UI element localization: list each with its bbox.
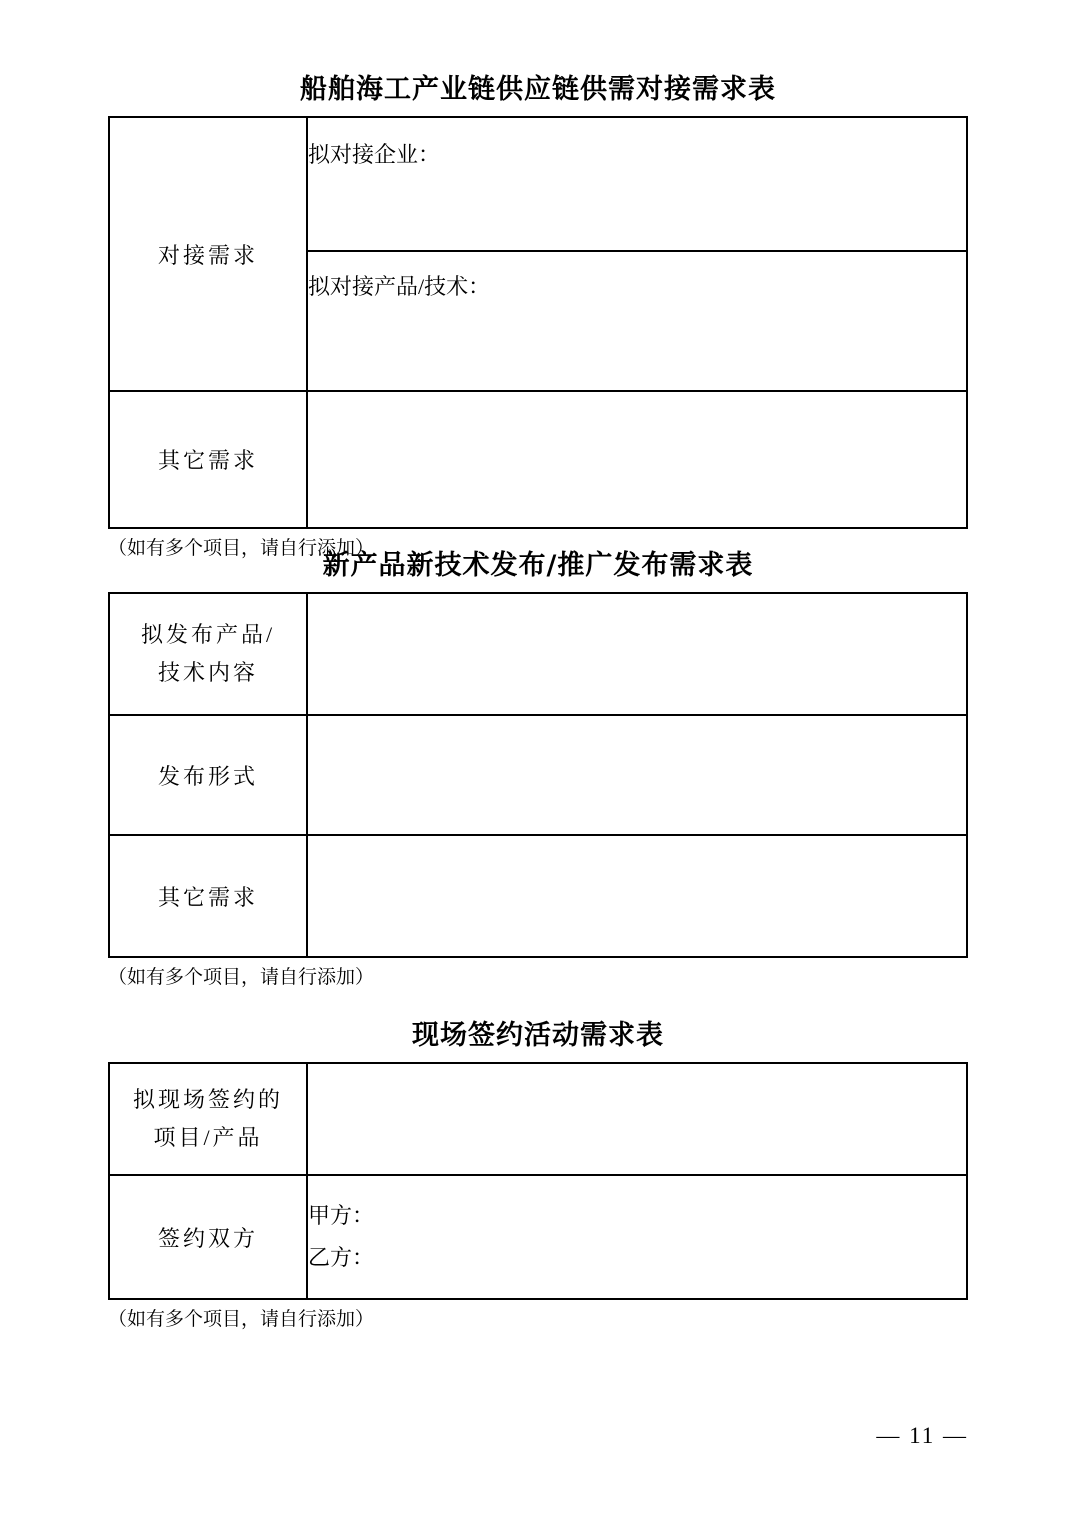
form-table [108, 592, 968, 958]
table-row [109, 1175, 967, 1237]
label-line: 项目/产品 [153, 1125, 263, 1151]
row-label-release-content [109, 593, 307, 715]
field-party-a[interactable] [307, 1175, 967, 1237]
section-onsite-signing [108, 1020, 968, 1331]
page-number: — 11 — [876, 1423, 968, 1448]
field-label-text: 甲方： [308, 1202, 375, 1228]
section-title: 新产品新技术发布/推广发布需求表 [322, 550, 754, 581]
field-label-text: 拟对接企业： [308, 142, 441, 168]
section-title: 船舶海工产业链供应链供需对接需求表 [300, 74, 776, 105]
label-line: 拟现场签约的 [132, 1086, 283, 1112]
table-row [109, 117, 967, 251]
field-label-text: 乙方： [308, 1245, 375, 1271]
label-line: 技术内容 [157, 660, 258, 686]
field-signing-project[interactable] [307, 1063, 967, 1175]
label-line: 拟发布产品/ [140, 621, 276, 647]
field-target-product-tech[interactable] [307, 251, 967, 391]
row-label-other-requirement: 其它需求 [109, 835, 307, 957]
form-table [108, 1062, 968, 1300]
field-party-b[interactable] [307, 1237, 967, 1299]
section-note: （如有多个项目，请自行添加） [108, 1309, 375, 1331]
field-other-requirement[interactable] [307, 391, 967, 528]
field-other-requirement[interactable] [307, 835, 967, 957]
table-row [109, 1063, 967, 1175]
row-label-other-requirement: 其它需求 [109, 391, 307, 528]
section-note: （如有多个项目，请自行添加） [108, 967, 375, 989]
table-row [109, 391, 967, 528]
row-label-release-form: 发布形式 [109, 715, 307, 835]
field-release-form[interactable] [307, 715, 967, 835]
row-label-docking-requirement: 对接需求 [109, 117, 307, 391]
field-label-text: 拟对接产品/技术： [308, 274, 491, 300]
table-row [109, 835, 967, 957]
field-release-content[interactable] [307, 593, 967, 715]
table-row [109, 593, 967, 715]
section-note: （如有多个项目，请自行添加） [108, 538, 375, 560]
section-supply-chain-matching [108, 74, 968, 560]
row-label-signing-project [109, 1063, 307, 1175]
section-new-product-release [108, 550, 968, 989]
field-target-enterprise[interactable] [307, 117, 967, 251]
section-title: 现场签约活动需求表 [412, 1020, 664, 1051]
table-row [109, 715, 967, 835]
form-table [108, 116, 968, 529]
row-label-signing-parties: 签约双方 [109, 1175, 307, 1299]
